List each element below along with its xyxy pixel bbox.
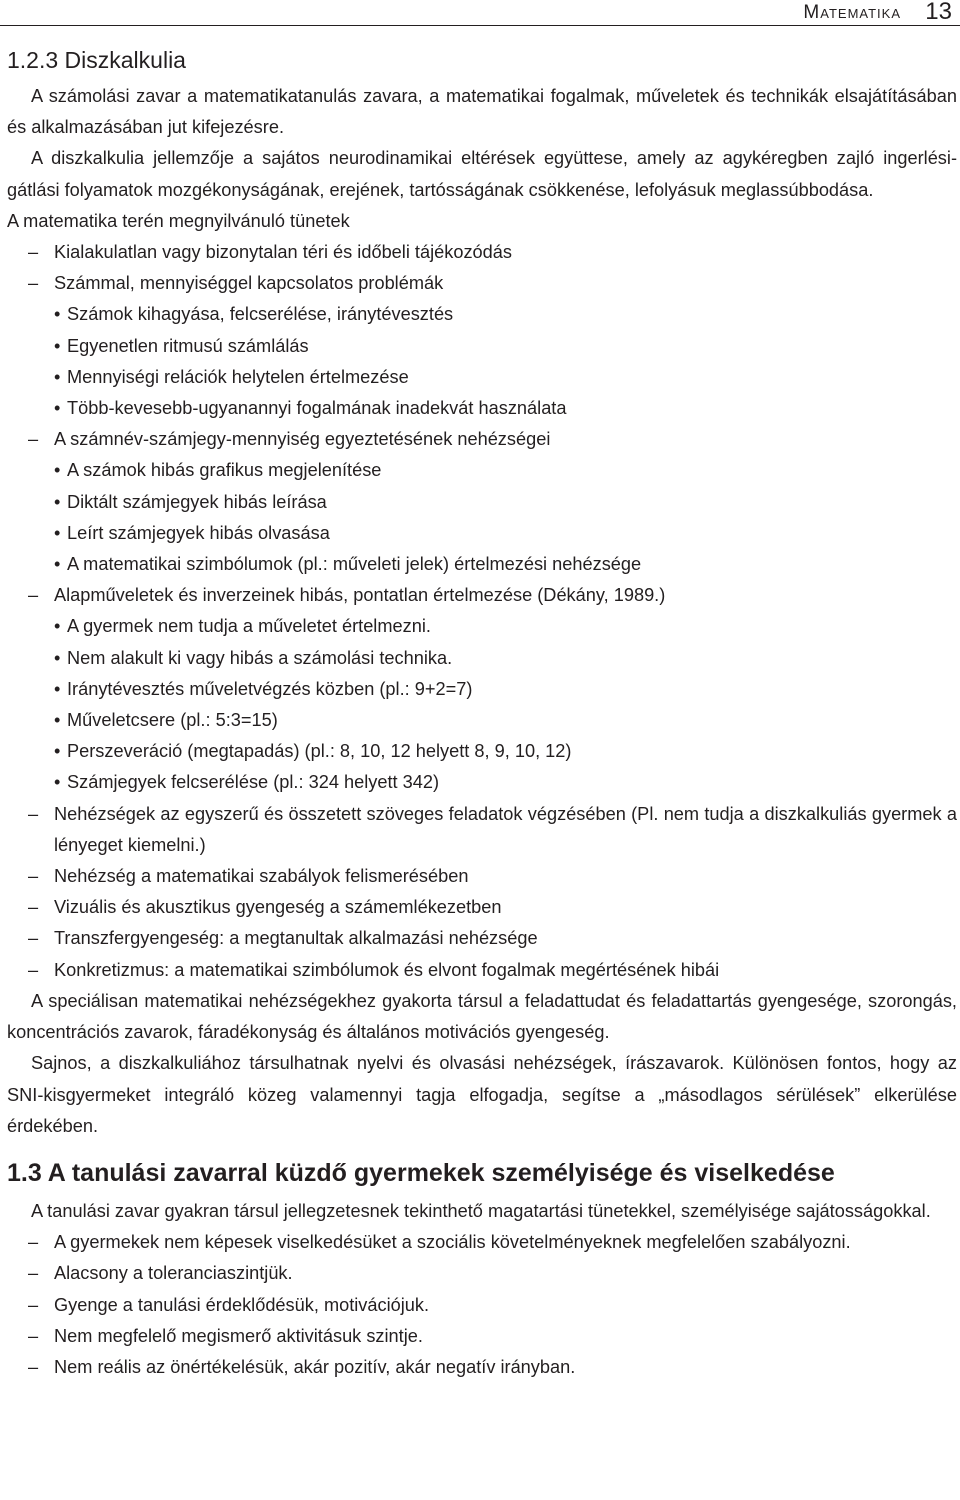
- dash-marker: –: [28, 803, 39, 824]
- list-item-text: Számmal, mennyiséggel kapcsolatos problémák: [54, 273, 444, 294]
- paragraph: A számolási zavar a matematikatanulás zavara, a matematikai fogalmak, műveletek és technikák elsajátításában és alkalmazásában jut kifejezésre.: [7, 86, 957, 138]
- list-item-text: Egyenetlen ritmusú számlálás: [67, 335, 309, 356]
- dash-list-item: [7, 237, 957, 268]
- dash-marker: –: [28, 1356, 39, 1377]
- header-rule: [0, 25, 960, 26]
- section-heading-personality: 1.3 A tanulási zavarral küzdő gyermekek személyisége és viselkedése: [7, 1158, 835, 1187]
- list-item-text: A matematikai szimbólumok (pl.: műveleti jelek) értelmezési nehézsége: [67, 554, 642, 575]
- bullet-marker: •: [54, 398, 61, 419]
- paragraph: A tanulási zavar gyakran társul jellegzetesnek tekinthető magatartási tünetekkel, személyisége sajátosságokkal.: [31, 1200, 931, 1221]
- dash-marker: –: [28, 429, 39, 450]
- dash-marker: –: [28, 959, 39, 980]
- list-heading: A matematika terén megnyilvánuló tünetek: [7, 210, 350, 231]
- list-item-text: Gyenge a tanulási érdeklődésük, motivációjuk.: [54, 1294, 430, 1315]
- list-item-text: Iránytévesztés műveletvégzés közben (pl.: 9+2=7): [67, 678, 473, 699]
- list-item-text: Alacsony a toleranciaszintjük.: [54, 1263, 293, 1284]
- list-item-text: Konkretizmus: a matematikai szimbólumok és elvont fogalmak megértésének hibái: [54, 959, 720, 980]
- page-body: [7, 44, 957, 1383]
- bullet-marker: •: [54, 304, 61, 325]
- bullet-list-item: [7, 549, 957, 580]
- bullet-marker: •: [54, 554, 61, 575]
- bullet-marker: •: [54, 366, 61, 387]
- bullet-marker: •: [54, 491, 61, 512]
- dash-list-item: [7, 580, 957, 611]
- bullet-list-item: [7, 299, 957, 330]
- list-item-text: Kialakulatlan vagy bizonytalan téri és időbeli tájékozódás: [54, 242, 512, 263]
- list-item-text: Perszeveráció (megtapadás) (pl.: 8, 10, 12 helyett 8, 9, 10, 12): [67, 741, 572, 762]
- paragraph: A speciálisan matematikai nehézségekhez gyakorta társul a feladattudat és feladattartás gyengesége, szorongás, koncentrációs zavarok, fáradékonyság és általános motivációs gyengeség.: [7, 990, 957, 1043]
- running-title: Matematika: [799, 2, 905, 24]
- paragraph: Sajnos, a diszkalkuliához társulhatnak nyelvi és olvasási nehézségek, írászavarok. Különösen fontos, hogy az SNI-kisgyermeket integráló közeg valamennyi tagja elfogadja, segítse a „másodlagos sérülések” elkerülése érdekében.: [7, 1053, 957, 1136]
- bullet-marker: •: [54, 678, 61, 699]
- bullet-list-item: [7, 705, 957, 736]
- list-item-text: Alapműveletek és inverzeinek hibás, pontatlan értelmezése (Dékány, 1989.): [54, 585, 666, 606]
- bullet-marker: •: [54, 647, 61, 668]
- list-item-text: Mennyiségi relációk helytelen értelmezése: [67, 366, 409, 387]
- list-item-text: Nem alakult ki vagy hibás a számolási technika.: [67, 647, 453, 668]
- bullet-list-item: [7, 487, 957, 518]
- list-item-text: Nehézségek az egyszerű és összetett szöveges feladatok végzésében (Pl. nem tudja a diszkalkuliás gyermek a lényeget kiemelni.): [54, 803, 957, 855]
- dash-list-item: [7, 955, 957, 986]
- bullet-list-item: [7, 611, 957, 642]
- bullet-list-item: [7, 331, 957, 362]
- bullet-list-item: [7, 393, 957, 424]
- dash-list-item: [7, 1290, 957, 1321]
- paragraph: A diszkalkulia jellemzője a sajátos neurodinamikai eltérések együttese, amely az agykéregben zajló ingerlési-gátlási folyamatok mozgékonyságának, erejének, tartósságának csökkenése, lefolyásuk meglassúbbodása.: [7, 148, 957, 200]
- list-item-text: Nem megfelelő megismerő aktivitásuk szintje.: [54, 1325, 423, 1346]
- dash-marker: –: [28, 273, 39, 294]
- bullet-list-item: [7, 736, 957, 767]
- list-item-text: A gyermekek nem képesek viselkedésüket a szociális követelményeknek megfelelően szabályozni.: [54, 1232, 851, 1253]
- page-header: [0, 0, 960, 30]
- dash-marker: –: [28, 1325, 39, 1346]
- list-item-text: Transzfergyengeség: a megtanultak alkalmazási nehézsége: [54, 928, 538, 949]
- list-item-text: A számnév-számjegy-mennyiség egyeztetésének nehézségei: [54, 429, 551, 450]
- list-item-text: Műveletcsere (pl.: 5:3=15): [67, 710, 278, 731]
- page-number: 13: [919, 0, 952, 25]
- bullet-list-item: [7, 643, 957, 674]
- list-item-text: A gyermek nem tudja a műveletet értelmezni.: [67, 616, 431, 637]
- dash-marker: –: [28, 866, 39, 887]
- list-item-text: Nem reális az önértékelésük, akár pozitív, akár negatív irányban.: [54, 1356, 576, 1377]
- list-item-text: Diktált számjegyek hibás leírása: [67, 491, 327, 512]
- bullet-list-item: [7, 362, 957, 393]
- section-heading-diszkalkulia: 1.2.3 Diszkalkulia: [7, 47, 186, 73]
- list-item-text: Számjegyek felcserélése (pl.: 324 helyett 342): [67, 772, 440, 793]
- list-item-text: Leírt számjegyek hibás olvasása: [67, 522, 330, 543]
- bullet-list-item: [7, 674, 957, 705]
- dash-list-item: [7, 1321, 957, 1352]
- dash-list-item: [7, 861, 957, 892]
- dash-list-item: [7, 424, 957, 455]
- bullet-list-item: [7, 455, 957, 486]
- dash-list-item: [7, 268, 957, 299]
- list-item-text: Vizuális és akusztikus gyengeség a számemlékezetben: [54, 897, 502, 918]
- dash-marker: –: [28, 242, 39, 263]
- bullet-marker: •: [54, 616, 61, 637]
- dash-marker: –: [28, 1263, 39, 1284]
- bullet-marker: •: [54, 522, 61, 543]
- bullet-list-item: [7, 518, 957, 549]
- list-item-text: Számok kihagyása, felcserélése, iránytévesztés: [67, 304, 454, 325]
- list-item-text: Több-kevesebb-ugyanannyi fogalmának inadekvát használata: [67, 398, 567, 419]
- dash-list-item: [7, 1352, 957, 1383]
- dash-list-item: [7, 923, 957, 954]
- personality-list: [7, 1227, 957, 1383]
- dash-list-item: [7, 1227, 957, 1258]
- dash-marker: –: [28, 1232, 39, 1253]
- bullet-list-item: [7, 767, 957, 798]
- list-item-text: A számok hibás grafikus megjelenítése: [67, 460, 382, 481]
- dash-marker: –: [28, 585, 39, 606]
- dash-list-item: [7, 892, 957, 923]
- bullet-marker: •: [54, 772, 61, 793]
- dash-marker: –: [28, 1294, 39, 1315]
- bullet-marker: •: [54, 335, 61, 356]
- dash-marker: –: [28, 897, 39, 918]
- dash-marker: –: [28, 928, 39, 949]
- bullet-marker: •: [54, 710, 61, 731]
- bullet-marker: •: [54, 741, 61, 762]
- dash-list-item: [7, 799, 957, 861]
- symptom-list: [7, 237, 957, 986]
- list-item-text: Nehézség a matematikai szabályok felismerésében: [54, 866, 469, 887]
- dash-list-item: [7, 1258, 957, 1289]
- bullet-marker: •: [54, 460, 61, 481]
